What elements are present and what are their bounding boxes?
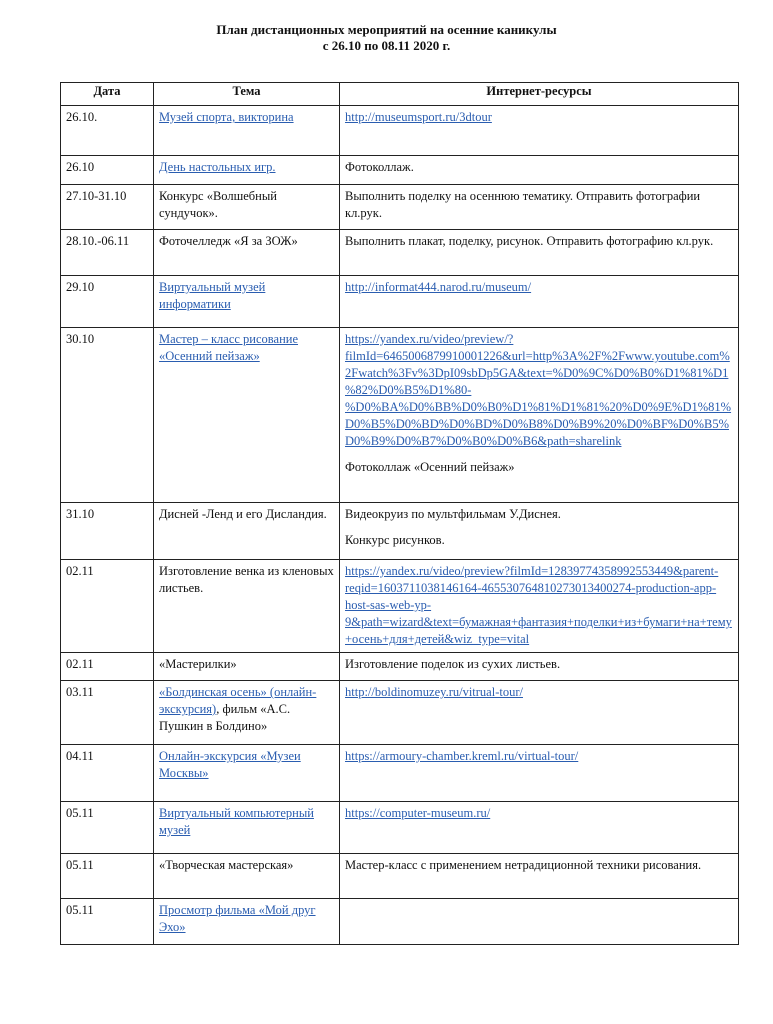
topic-text: Конкурс «Волшебный сундучок». [159, 189, 277, 220]
date-cell: 02.11 [61, 653, 154, 681]
resource-cell [340, 560, 739, 653]
header-topic: Тема [154, 83, 340, 106]
topic-link[interactable]: Просмотр фильма «Мой друг Эхо» [159, 903, 316, 934]
resource-note: Фотоколлаж «Осенний пейзаж» [345, 460, 515, 474]
table-row [61, 899, 739, 945]
resource-cell [340, 503, 739, 560]
topic-cell [154, 653, 340, 681]
resource-cell [340, 854, 739, 899]
table-row [61, 560, 739, 653]
table-row [61, 745, 739, 802]
resource-cell [340, 185, 739, 230]
topic-link[interactable]: Онлайн-экскурсия «Музеи Москвы» [159, 749, 301, 780]
topic-cell [154, 560, 340, 653]
topic-tail-text: , фильм «А.С. Пушкин в Болдино» [159, 702, 291, 733]
table-row [61, 230, 739, 276]
topic-cell [154, 106, 340, 156]
table-row [61, 503, 739, 560]
resource-cell [340, 899, 739, 945]
table-row [61, 854, 739, 899]
table-row [61, 185, 739, 230]
topic-text: «Творческая мастерская» [159, 858, 294, 872]
topic-text: «Мастерилки» [159, 657, 237, 671]
title-line-2: с 26.10 по 08.11 2020 г. [322, 38, 451, 53]
date-cell: 26.10 [61, 156, 154, 185]
resource-text: Мастер-класс с применением нетрадиционной техники рисования. [345, 858, 702, 872]
date-cell: 04.11 [61, 745, 154, 802]
date-cell: 27.10-31.10 [61, 185, 154, 230]
date-cell: 02.11 [61, 560, 154, 653]
topic-text: Фоточелледж «Я за ЗОЖ» [159, 234, 298, 248]
resource-cell [340, 653, 739, 681]
table-body [61, 106, 739, 945]
resource-cell [340, 276, 739, 328]
header-resources: Интернет-ресурсы [340, 83, 739, 106]
topic-cell [154, 185, 340, 230]
table-row [61, 276, 739, 328]
topic-cell [154, 276, 340, 328]
resource-text: Видеокруиз по мультфильмам У.Диснея. [345, 507, 561, 521]
topic-link[interactable]: День настольных игр. [159, 160, 276, 174]
resource-link[interactable]: http://informat444.narod.ru/museum/ [345, 280, 532, 294]
topic-cell [154, 156, 340, 185]
date-cell: 03.11 [61, 681, 154, 745]
resource-cell [340, 328, 739, 503]
resource-text: Фотоколлаж. [345, 160, 414, 174]
topic-cell [154, 802, 340, 854]
table-header-row [61, 83, 739, 106]
resource-link[interactable]: https://yandex.ru/video/preview?filmId=12839774358992553449&parent-reqid=1603711038146164-465530764810273013400274-production-app-host-sas-web-yp-9&path=wizard&text=бумажная+фантазия+поделки+из+бумаги+на+тему+осень+для+детей&wiz_type=vital [345, 564, 732, 646]
header-date: Дата [61, 83, 154, 106]
date-cell: 31.10 [61, 503, 154, 560]
table-row [61, 106, 739, 156]
resource-note: Конкурс рисунков. [345, 533, 445, 547]
document-title [0, 22, 773, 54]
resource-link[interactable]: https://computer-museum.ru/ [345, 806, 491, 820]
topic-link[interactable]: Музей спорта, викторина [159, 110, 294, 124]
topic-cell [154, 328, 340, 503]
topic-link[interactable]: Виртуальный музей информатики [159, 280, 266, 311]
resource-text: Выполнить поделку на осеннюю тематику. Отправить фотографии кл.рук. [345, 189, 701, 220]
topic-cell [154, 745, 340, 802]
resource-link[interactable]: http://boldinomuzey.ru/vitrual-tour/ [345, 685, 523, 699]
resource-cell [340, 745, 739, 802]
topic-cell [154, 230, 340, 276]
resource-cell [340, 230, 739, 276]
resource-cell [340, 681, 739, 745]
topic-cell [154, 854, 340, 899]
table-row [61, 653, 739, 681]
table-row [61, 328, 739, 503]
schedule-table [60, 82, 739, 945]
table-row [61, 802, 739, 854]
resource-text: Изготовление поделок из сухих листьев. [345, 657, 561, 671]
date-cell: 05.11 [61, 899, 154, 945]
title-line-1: План дистанционных мероприятий на осенние каникулы [216, 22, 557, 37]
resource-text: Выполнить плакат, поделку, рисунок. Отправить фотографию кл.рук. [345, 234, 714, 248]
topic-text: Изготовление венка из кленовых листьев. [159, 564, 334, 595]
date-cell: 26.10. [61, 106, 154, 156]
topic-cell [154, 681, 340, 745]
resource-cell [340, 156, 739, 185]
resource-link[interactable]: http://museumsport.ru/3dtour [345, 110, 492, 124]
table-row [61, 156, 739, 185]
topic-cell [154, 503, 340, 560]
resource-link[interactable]: https://armoury-chamber.kreml.ru/virtual-tour/ [345, 749, 579, 763]
date-cell: 05.11 [61, 854, 154, 899]
date-cell: 05.11 [61, 802, 154, 854]
topic-cell [154, 899, 340, 945]
topic-text: Дисней -Ленд и его Дисландия. [159, 507, 327, 521]
topic-link[interactable]: Мастер – класс рисование «Осенний пейзаж» [159, 332, 299, 363]
topic-link[interactable]: «Болдинская осень» (онлайн-экскурсия) [159, 685, 317, 716]
resource-link[interactable]: https://yandex.ru/video/preview/?filmId=6465006879910001226&url=http%3A%2F%2Fwww.youtube.com%2Fwatch%3Fv%3DpI09sbDp5GA&text=%D0%9C%D0%B0%D1%81%D1%82%D0%B5%D1%80-%D0%BA%D0%BB%D0%B0%D1%81%D1%81%20%D0%9E%D1%81%D0%B5%D0%BD%D0%BD%D0%B8%D0%B9%20%D0%BF%D0%B5%D0%B9%D0%B7%D0%B0%D0%B6&path=sharelink [345, 332, 732, 448]
resource-cell [340, 106, 739, 156]
topic-link[interactable]: Виртуальный компьютерный музей [159, 806, 314, 837]
table-row [61, 681, 739, 745]
date-cell: 28.10.-06.11 [61, 230, 154, 276]
date-cell: 29.10 [61, 276, 154, 328]
date-cell: 30.10 [61, 328, 154, 503]
resource-cell [340, 802, 739, 854]
